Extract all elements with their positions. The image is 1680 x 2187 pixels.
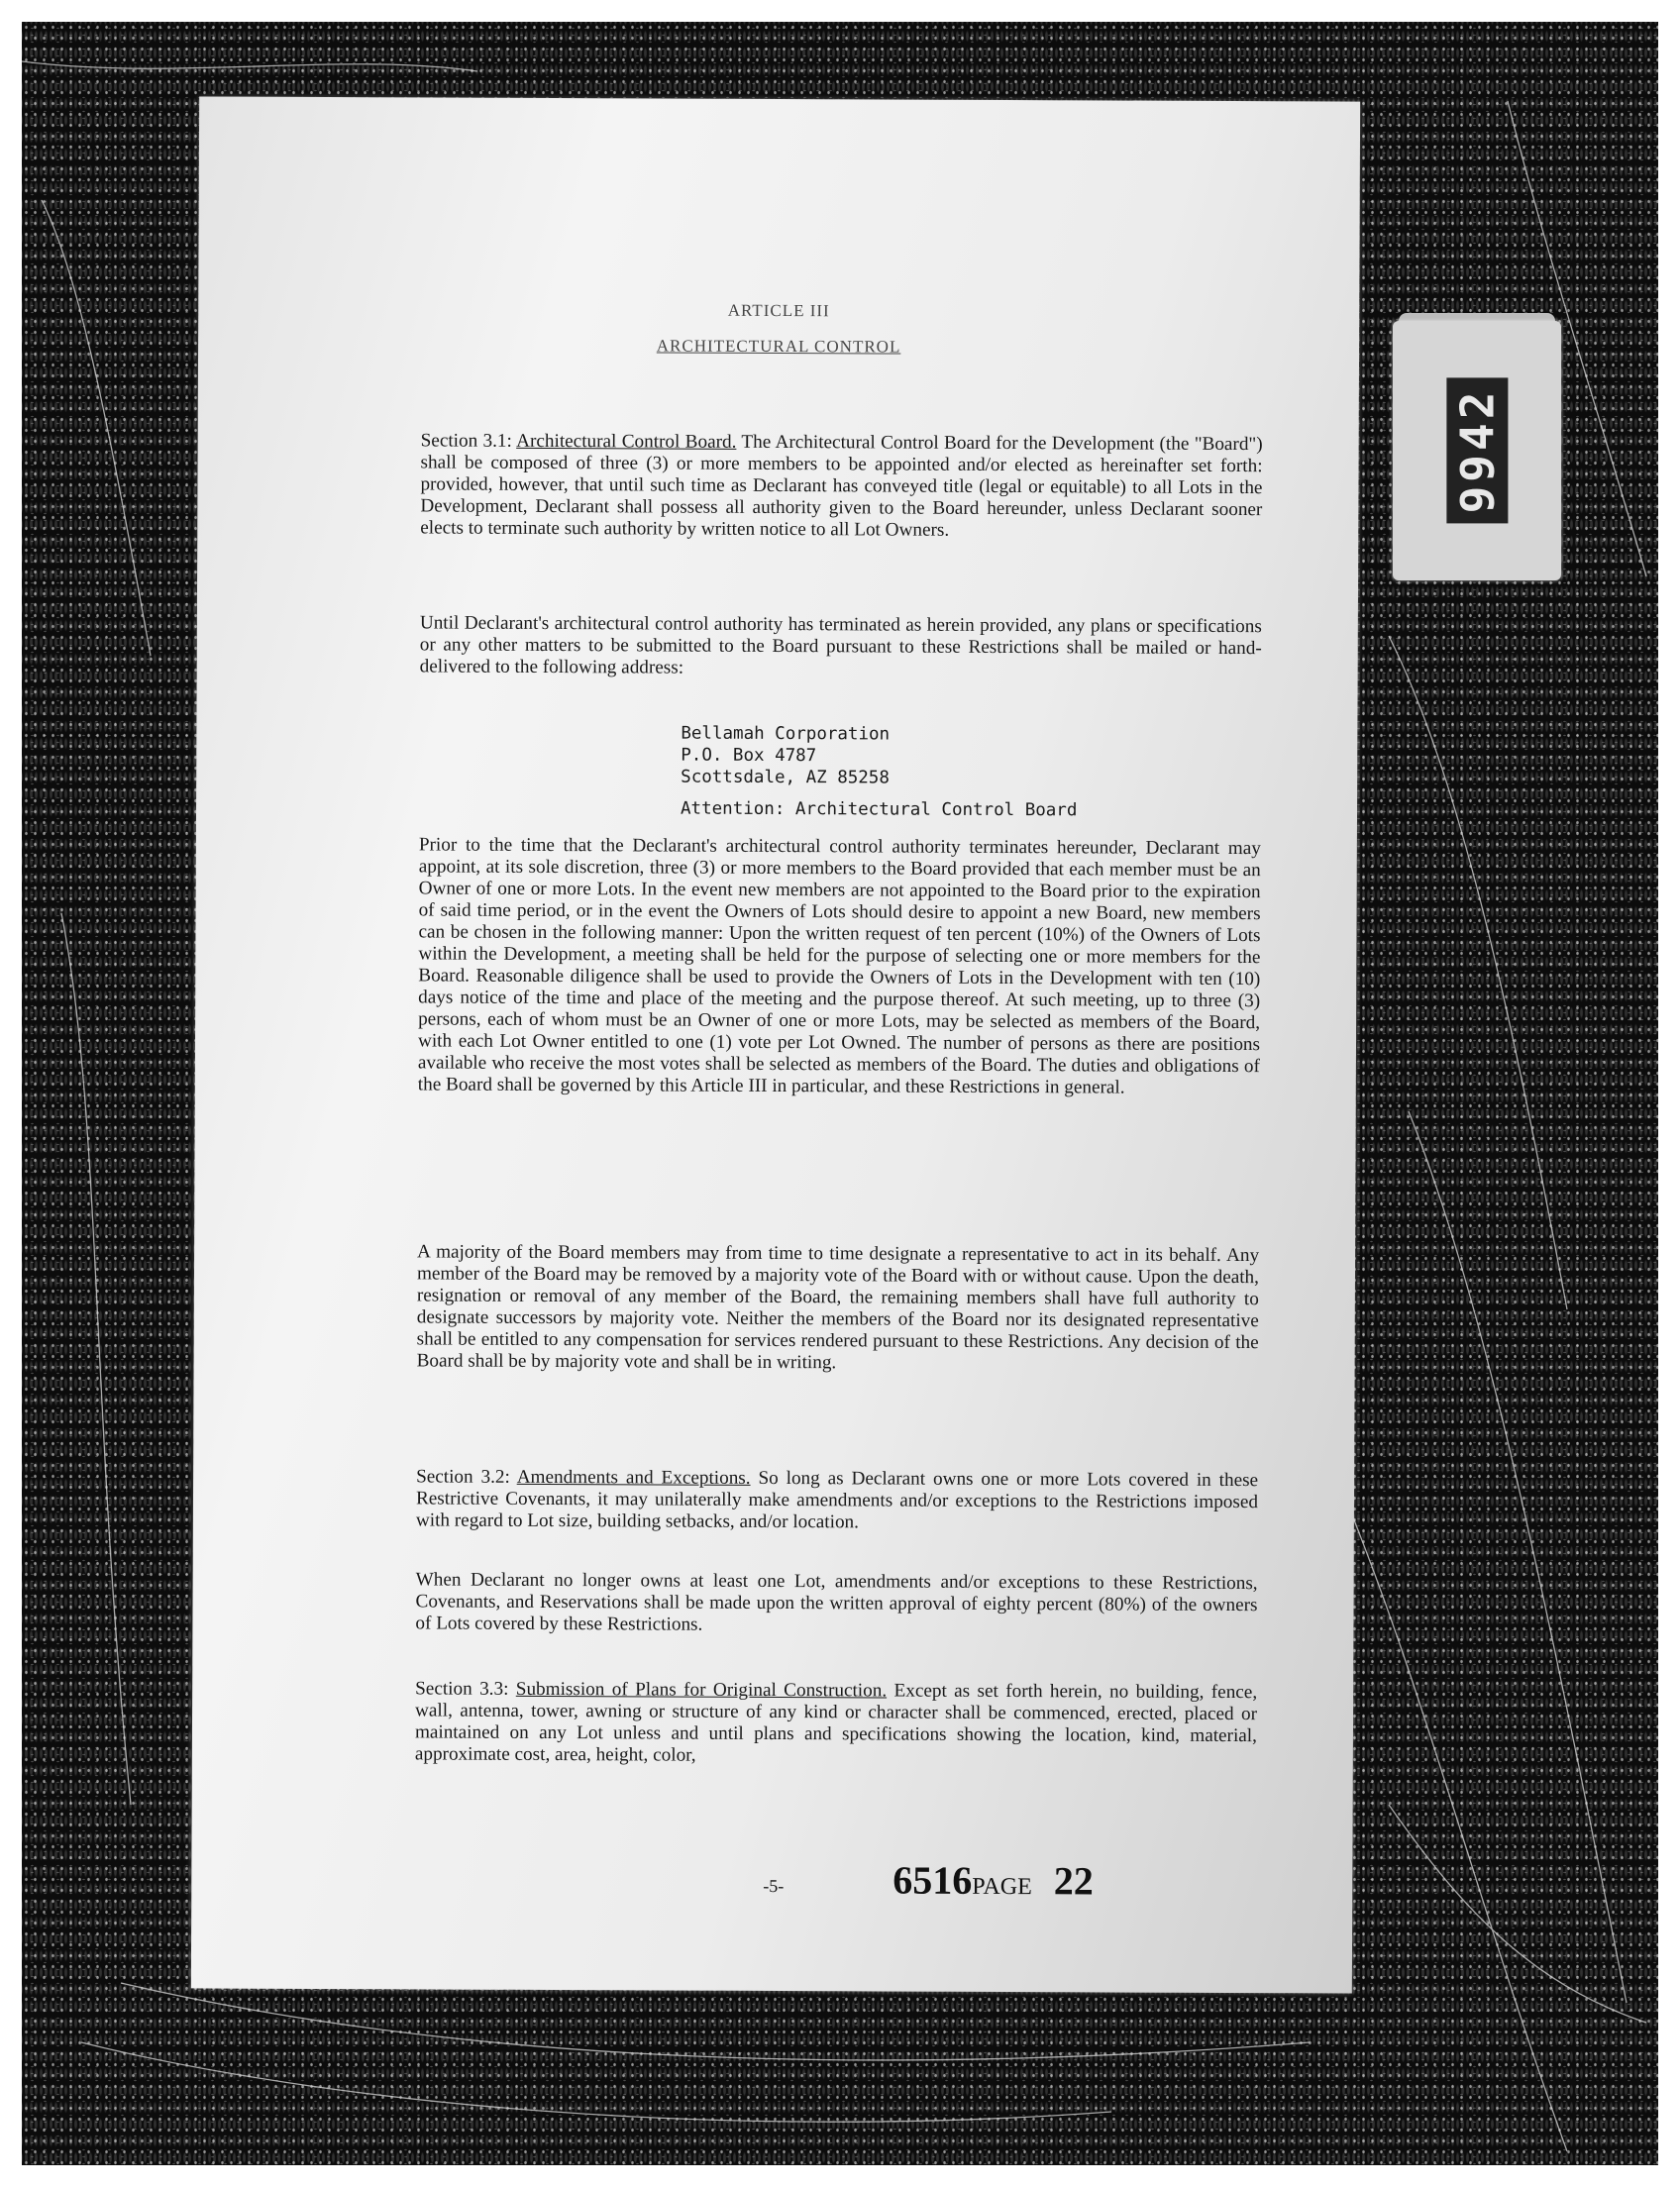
section-3-1-heading: Architectural Control Board. bbox=[516, 430, 737, 453]
paragraph-submission: Until Declarant's architectural control authority has terminated as herein provided, any plans or specifications or any other matters to be submitted to the Board pursuant to these Restrictions shall be mailed or hand-delivered to the following address: bbox=[419, 612, 1262, 678]
section-3-2-text: So long as Declarant owns one or more Lots covered in these Restrictive Covenants, it may unilaterally make amendments and/or exceptions to the Restrictions imposed with regard to Lot size, building setbacks, and/or location. bbox=[415, 1467, 1259, 1533]
paragraph-board-appointment: Prior to the time that the Declarant's architectural control authority terminates hereunder, Declarant may appoint, at its sole discretion, three (3) or more members to the Board provided that each member must be an Owner of one or more Lots. In the event new members are not appointed to the Board prior to the expiration of said time period, or in the event the Owners of Lots should desire to appoint a new Board, new members can be chosen in the following manner: Upon the written request of ten percent (10%) of the Owners of Lots within the Development, a meeting shall be held for the purpose of selecting one or more members for the Board. Reasonable diligence shall be used to provide the Owners of Lots in the Development with ten (10) days notice of the time and place of the meeting and the purpose thereof. At such meeting, up to three (3) persons, each of whom must be an Owner of one or more Lots, may be selected as members of the Board, with each Lot Owner entitled to one (1) vote per Lot Owned. The number of persons as there are positions available who receive the most votes shall be selected as members of the Board. The duties and obligations of the Board shall be governed by this Article III in particular, and these Restrictions in general. bbox=[417, 834, 1261, 1098]
address-attention: Attention: Architectural Control Board bbox=[680, 798, 1078, 821]
address-block bbox=[681, 723, 1176, 822]
side-stub bbox=[1393, 321, 1561, 580]
section-3-3 bbox=[415, 1678, 1257, 1769]
section-3-1-label: Section 3.1: bbox=[420, 430, 512, 452]
address-line-2: P.O. Box 4787 bbox=[681, 745, 817, 767]
address-line-1: Bellamah Corporation bbox=[681, 723, 891, 745]
address-line-3: Scottsdale, AZ 85258 bbox=[681, 767, 890, 788]
section-3-2-label: Section 3.2: bbox=[416, 1466, 510, 1488]
section-3-2-heading: Amendments and Exceptions. bbox=[516, 1466, 751, 1489]
section-3-1-text: The Architectural Control Board for the Development (the "Board") shall be composed of three (3) or more members to be appointed and/or elected as hereinafter set forth: provided, however, that until such time as Declarant has conveyed title (legal or equitable) to all Lots in the Development, Declarant shall possess all authority given to the Board hereunder, unless Declarant sooner elects to terminate such authority by written notice to all Lot Owners. bbox=[420, 431, 1263, 541]
book-stamp bbox=[892, 1857, 1094, 1905]
page-number: -5- bbox=[763, 1875, 785, 1897]
section-3-2 bbox=[416, 1466, 1258, 1535]
section-3-3-label: Section 3.3: bbox=[415, 1678, 509, 1700]
section-3-3-text: Except as set forth herein, no building, fence, wall, antenna, tower, awning or structure of any kind or character shall be commenced, erected, placed or maintained on any Lot unless and until plans and specifications showing the location, kind, material, approximate cost, area, height, color, bbox=[414, 1680, 1258, 1766]
photocopy-frame bbox=[22, 22, 1658, 2165]
page-stamp-word: PAGE bbox=[972, 1873, 1032, 1901]
side-stub-number: 9942 bbox=[1446, 378, 1508, 524]
article-title: ARTICLE III bbox=[727, 300, 830, 321]
section-3-1 bbox=[420, 430, 1262, 543]
paragraph-amendments: When Declarant no longer owns at least one Lot, amendments and/or exceptions to these Restrictions, Covenants, and Reservations shall be made upon the written approval of eighty percent (80%) of the owners of Lots covered by these Restrictions. bbox=[415, 1569, 1258, 1635]
section-3-3-heading: Submission of Plans for Original Construction. bbox=[515, 1678, 888, 1702]
page-stamp-number: 22 bbox=[1053, 1858, 1094, 1904]
paragraph-board-majority: A majority of the Board members may from time to time designate a representative to act in its behalf. Any member of the Board may be removed by a majority vote of the Board with or without cause. Upon the death, resignation or removal of any member of the Board, the remaining members shall have full authority to designate successors by majority vote. Neither the members of the Board nor its designated representative shall be entitled to any compensation for services rendered pursuant to these Restrictions. Any decision of the Board shall be by majority vote and shall be in writing. bbox=[416, 1241, 1260, 1374]
document-page bbox=[191, 96, 1360, 1993]
article-subtitle: ARCHITECTURAL CONTROL bbox=[656, 336, 901, 357]
book-stamp-number: 6516 bbox=[892, 1857, 973, 1903]
